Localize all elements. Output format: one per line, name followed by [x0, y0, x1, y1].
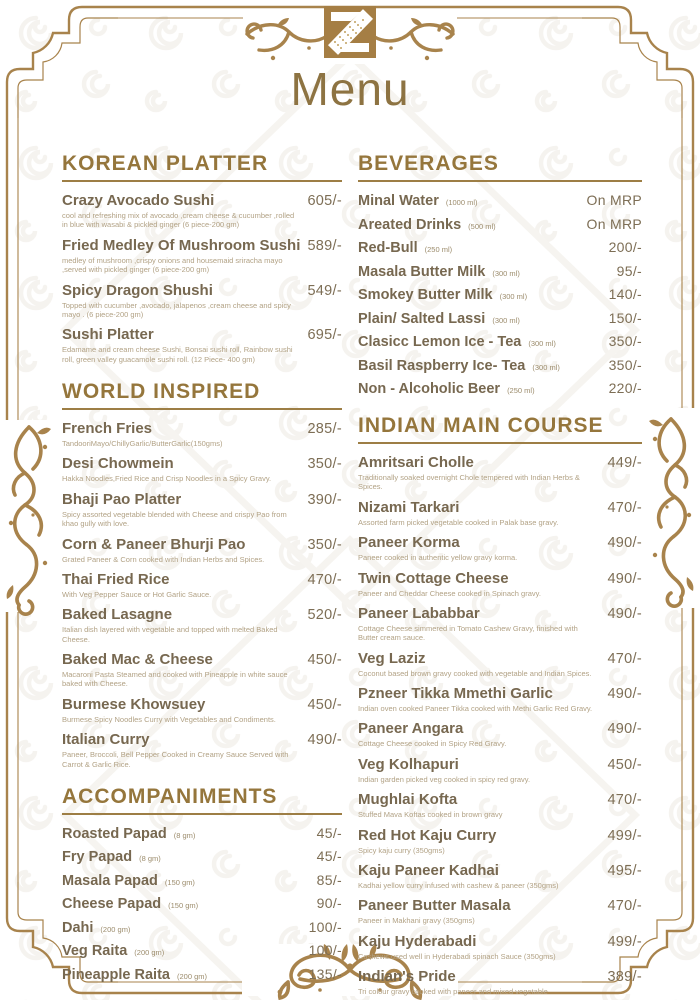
section-items — [62, 420, 342, 769]
menu-item — [358, 756, 642, 784]
menu-item — [62, 872, 342, 890]
item-name-wrap — [358, 897, 511, 915]
item-row — [358, 933, 642, 951]
item-name: Fried Medley Of Mushroom Sushi — [62, 236, 301, 254]
item-price: 450/- — [307, 652, 342, 668]
item-name: Amritsari Cholle — [358, 454, 474, 471]
item-name: Spicy Dragon Shushi — [62, 281, 213, 299]
menu-item — [358, 605, 642, 643]
item-price: 449/- — [607, 455, 642, 471]
item-price: 95/- — [616, 262, 642, 279]
menu-item — [62, 825, 342, 843]
menu-item — [358, 454, 642, 492]
item-name: Pineapple Raita — [62, 966, 170, 983]
item-name-wrap — [62, 606, 172, 624]
item-name: Plain/ Salted Lassi — [358, 310, 486, 327]
menu-section — [62, 380, 342, 769]
item-row — [62, 282, 342, 300]
item-name-wrap — [358, 192, 478, 210]
item-name: Minal Water — [358, 193, 439, 209]
item-name: Basil Raspberry Ice- Tea — [358, 357, 526, 374]
item-price: 470/- — [607, 792, 642, 809]
item-name: Paneer Angara — [358, 720, 464, 738]
item-name-wrap — [62, 825, 195, 843]
menu-item — [62, 326, 342, 364]
item-description: Topped with cucumber ,avocado, jalapenos ,cream cheese and spicy mayo . (6 piece-200 gm) — [62, 300, 291, 319]
menu-item — [62, 919, 342, 937]
menu-item — [62, 237, 342, 275]
z-monogram-logo — [324, 6, 376, 58]
item-qty: (200 gm) — [134, 948, 165, 958]
item-price: 200/- — [608, 239, 642, 255]
item-description: Cashews used well in Hyderabadi spinach Sauce (350gms) — [358, 951, 556, 961]
item-price: 45/- — [316, 824, 342, 841]
section-heading: KOREAN PLATTER — [62, 152, 342, 182]
menu-item — [62, 696, 342, 724]
item-price: 605/- — [307, 193, 342, 209]
menu-section — [358, 414, 642, 996]
menu-item — [62, 571, 342, 599]
item-qty: (300 ml) — [492, 315, 520, 325]
menu-item — [358, 791, 642, 819]
item-name: Smokey Butter Milk — [358, 287, 493, 303]
item-name-wrap — [358, 239, 452, 257]
item-name-wrap — [62, 696, 205, 714]
menu-item — [358, 570, 642, 598]
item-qty: (200 gm) — [176, 971, 207, 981]
item-price: 490/- — [607, 686, 642, 702]
menu-item — [62, 895, 342, 913]
item-row — [358, 499, 642, 517]
item-row — [358, 333, 642, 351]
item-qty: (300 ml) — [528, 339, 556, 348]
item-name-wrap — [62, 966, 207, 984]
item-name-wrap — [358, 286, 527, 304]
item-name: Paneer Butter Masala — [358, 897, 511, 915]
item-name: Burmese Khowsuey — [62, 695, 206, 713]
item-name: Indian's Pride — [358, 968, 456, 985]
item-price: 490/- — [607, 535, 642, 552]
item-name: Pzneer Tikka Mmethi Garlic — [358, 685, 553, 702]
menu-item — [62, 848, 342, 866]
menu-item — [358, 720, 642, 748]
item-name-wrap — [358, 650, 426, 668]
item-row — [62, 731, 342, 749]
section-items — [62, 192, 342, 364]
item-row — [62, 942, 342, 960]
item-description: Traditionally soaked overnight Chole tempered with Indian Herbs & Spices. — [358, 473, 580, 492]
section-heading: INDIAN MAIN COURSE — [358, 414, 642, 444]
item-description: Indian oven cooked Paneer Tikka cooked with Methi Garlic Red Gravy. — [358, 704, 593, 713]
item-name: Mughlai Kofta — [358, 791, 458, 809]
item-row — [358, 862, 642, 880]
item-row — [358, 380, 642, 398]
menu-item — [62, 455, 342, 483]
menu-item — [62, 606, 342, 644]
item-price: 285/- — [307, 421, 342, 437]
item-name-wrap — [358, 216, 496, 234]
menu-item — [358, 216, 642, 234]
item-description: Grated Paneer & Corn cooked with Indian Herbs and Spices. — [62, 554, 265, 564]
item-row — [358, 357, 642, 375]
item-row — [358, 263, 642, 281]
item-description: With Veg Pepper Sauce or Hot Garlic Sauce. — [62, 589, 212, 599]
item-row — [62, 848, 342, 866]
menu-item — [358, 827, 642, 855]
item-name-wrap — [358, 968, 456, 986]
item-name: Nizami Tarkari — [358, 498, 460, 516]
menu-item — [358, 968, 642, 996]
item-description: Hakka Noodles,Fried Rice and Crisp Noodles in a Spicy Gravy. — [62, 474, 272, 484]
item-name: Baked Lasagne — [62, 606, 173, 624]
item-name: Veg Kolhapuri — [358, 755, 459, 773]
item-name-wrap — [62, 895, 198, 913]
item-row — [62, 919, 342, 937]
item-row — [358, 791, 642, 809]
item-description: Spicy assorted vegetable blended with Cheese and crispy Pao from khao gully with love. — [62, 509, 287, 529]
menu-item — [358, 685, 642, 713]
item-name-wrap — [62, 282, 213, 300]
menu-item — [358, 192, 642, 210]
item-description: Assorted farm picked vegetable cooked in Palak base gravy. — [358, 517, 559, 527]
item-description: Italian dish layered with vegetable and topped with melted Baked Cheese. — [62, 625, 278, 644]
item-name: Baked Mac & Cheese — [62, 651, 213, 668]
item-name: Bhaji Pao Platter — [62, 490, 182, 508]
item-name-wrap — [62, 192, 214, 210]
item-row — [62, 326, 342, 344]
item-name: Fry Papad — [62, 849, 133, 866]
item-description: Stuffed Mava Koftas cooked in brown gravy — [358, 810, 503, 820]
item-price: 100/- — [308, 918, 342, 935]
item-description: Paneer cooked in authentic yellow gravy korma. — [358, 553, 518, 563]
item-price: 695/- — [307, 327, 342, 344]
item-description: Tri colour gravy cooked with paneer and mixed vegetable — [358, 987, 548, 996]
item-name-wrap — [358, 827, 496, 845]
item-name-wrap — [358, 263, 520, 281]
item-qty: (300 ml) — [532, 362, 560, 372]
item-row — [358, 310, 642, 328]
item-row — [358, 685, 642, 703]
item-price: On MRP — [586, 215, 642, 232]
item-row — [358, 570, 642, 588]
item-description: Kadhai yellow curry infused with cashew & paneer (350gms) — [358, 880, 559, 890]
item-price: 140/- — [608, 286, 642, 302]
item-description: Indian garden picked veg cooked in spicy red gravy. — [358, 774, 531, 784]
menu-item — [358, 357, 642, 375]
item-price: 490/- — [607, 605, 642, 622]
item-qty: (1000 ml) — [445, 198, 478, 207]
item-description: Cottage Cheese cooked in Spicy Red Gravy. — [358, 739, 507, 749]
item-name: Paneer Lababbar — [358, 604, 480, 622]
item-row — [358, 286, 642, 304]
item-description: Coconut based brown gravy cooked with vegetable and Indian Spices. — [358, 668, 592, 678]
section-items — [358, 454, 642, 996]
item-row — [62, 455, 342, 473]
item-description: Paneer in Makhani gravy (350gms) — [358, 916, 475, 926]
item-row — [62, 420, 342, 438]
menu-item — [358, 310, 642, 328]
item-row — [358, 454, 642, 472]
item-price: 350/- — [307, 536, 342, 553]
item-row — [62, 966, 342, 984]
menu-item — [358, 239, 642, 257]
menu-item — [358, 499, 642, 527]
item-qty: (250 ml) — [507, 386, 535, 395]
item-price: 490/- — [607, 570, 642, 587]
item-name-wrap — [358, 357, 560, 375]
item-price: 350/- — [608, 356, 642, 373]
right-column — [358, 152, 642, 1000]
item-name: Paneer Korma — [358, 534, 460, 552]
menu-item — [358, 263, 642, 281]
item-description: Edamame and cream cheese Sushi, Bonsai sushi roll, Rainbow sushi roll, green valley guacamole sushi roll. (12 Piece- 400 gm) — [62, 345, 293, 364]
item-price: 135/- — [308, 965, 342, 982]
item-name-wrap — [358, 605, 480, 623]
item-qty: (250 ml) — [424, 245, 453, 254]
item-price: 100/- — [308, 942, 342, 959]
item-row — [358, 756, 642, 774]
item-name-wrap — [358, 380, 535, 398]
item-name-wrap — [62, 571, 170, 589]
item-name: Roasted Papad — [62, 825, 167, 842]
item-qty: (300 ml) — [499, 292, 528, 301]
item-name-wrap — [62, 942, 164, 960]
item-description: Macaroni Pasta Steamed and cooked with Pineapple in white sauce baked with Cheese. — [62, 670, 288, 689]
item-row — [62, 651, 342, 669]
item-row — [358, 216, 642, 234]
item-qty: (150 gm) — [164, 877, 195, 887]
item-row — [62, 536, 342, 554]
item-qty: (200 gm) — [100, 924, 131, 934]
section-heading: BEVERAGES — [358, 152, 642, 182]
item-name: Kaju Paneer Kadhai — [358, 861, 499, 879]
item-price: 45/- — [316, 848, 342, 865]
item-row — [62, 192, 342, 210]
item-price: 90/- — [316, 895, 342, 912]
item-price: 499/- — [607, 933, 642, 950]
item-name-wrap — [358, 454, 474, 472]
item-name: Red-Bull — [358, 240, 418, 256]
item-name-wrap — [62, 491, 181, 509]
menu-item — [358, 862, 642, 890]
item-name-wrap — [358, 534, 460, 552]
item-name-wrap — [358, 333, 556, 351]
item-row — [358, 720, 642, 738]
item-price: 390/- — [307, 491, 342, 508]
item-row — [62, 825, 342, 843]
item-qty: (150 gm) — [168, 901, 199, 911]
menu-item — [358, 650, 642, 678]
menu-item — [62, 491, 342, 529]
item-name-wrap — [62, 455, 174, 473]
item-price: 450/- — [607, 756, 642, 773]
item-price: 85/- — [316, 871, 342, 888]
item-qty: (300 ml) — [492, 268, 520, 278]
menu-item — [62, 420, 342, 448]
item-row — [358, 650, 642, 668]
item-name: French Fries — [62, 420, 153, 437]
menu-section — [358, 152, 642, 398]
item-name-wrap — [62, 536, 245, 554]
item-description: Cottage Cheese simmered in Tomato Cashew Gravy, finished with Butter cream sauce. — [358, 623, 578, 643]
item-row — [62, 895, 342, 913]
item-row — [358, 897, 642, 915]
item-name-wrap — [358, 862, 499, 880]
menu-item — [358, 333, 642, 351]
item-name: Dahi — [62, 919, 94, 936]
menu-item — [358, 380, 642, 398]
menu-item — [358, 897, 642, 925]
item-price: 470/- — [607, 499, 642, 516]
item-price: 499/- — [607, 827, 642, 844]
item-name-wrap — [62, 420, 152, 438]
item-description: Burmese Spicy Noodles Curry with Vegetables and Condiments. — [62, 714, 276, 724]
menu-item — [358, 534, 642, 562]
item-name: Corn & Paneer Bhurji Pao — [62, 535, 246, 553]
item-price: 150/- — [608, 309, 642, 326]
item-name-wrap — [358, 685, 553, 703]
menu-item — [358, 933, 642, 961]
item-name: Veg Laziz — [358, 649, 426, 667]
item-description: cool and refreshing mix of avocado ,cream cheese & cucumber ,rolled in blue with wasabi & pickled ginger (6 piece-200 gm) — [62, 211, 295, 230]
item-name: Italian Curry — [62, 731, 150, 749]
section-items — [62, 825, 342, 984]
section-items — [358, 192, 642, 398]
item-price: 589/- — [307, 237, 342, 254]
menu-item — [62, 282, 342, 320]
item-name: Areated Drinks — [358, 216, 462, 233]
item-price: 495/- — [607, 862, 642, 879]
item-price: 490/- — [607, 721, 642, 738]
menu-item — [62, 192, 342, 230]
menu-item — [358, 286, 642, 304]
item-name: Desi Chowmein — [62, 455, 174, 473]
item-name-wrap — [358, 570, 509, 588]
item-price: 490/- — [307, 732, 342, 749]
item-price: 520/- — [307, 607, 342, 624]
item-row — [358, 605, 642, 623]
item-name: Red Hot Kaju Curry — [358, 826, 497, 844]
item-price: 549/- — [307, 282, 342, 299]
item-row — [62, 237, 342, 255]
item-row — [62, 606, 342, 624]
item-name: Masala Papad — [62, 872, 158, 889]
item-name-wrap — [62, 848, 161, 866]
item-price: 220/- — [608, 380, 642, 396]
item-name: Twin Cottage Cheese — [358, 569, 509, 587]
item-name: Clasicc Lemon Ice - Tea — [358, 334, 522, 350]
item-description: Spicy kaju curry (350gms) — [358, 845, 445, 855]
menu-section — [62, 152, 342, 364]
item-name: Kaju Hyderabadi — [358, 932, 477, 950]
item-name-wrap — [62, 872, 195, 890]
menu-item — [62, 536, 342, 564]
item-name: Cheese Papad — [62, 896, 162, 913]
item-row — [62, 491, 342, 509]
item-name: Thai Fried Rice — [62, 570, 170, 588]
item-name-wrap — [358, 720, 463, 738]
item-name-wrap — [62, 237, 300, 255]
item-name: Crazy Avocado Sushi — [62, 192, 215, 209]
item-qty: (8 gm) — [173, 830, 196, 840]
menu-item — [62, 942, 342, 960]
item-name: Veg Raita — [62, 943, 128, 960]
item-price: 350/- — [608, 333, 642, 349]
item-price: On MRP — [586, 192, 642, 208]
left-column — [62, 152, 342, 1000]
item-description: Paneer and Cheddar Cheese cooked in Spinach gravy. — [358, 588, 541, 598]
item-row — [358, 192, 642, 210]
section-heading: ACCOMPANIMENTS — [62, 785, 342, 815]
menu-section — [62, 785, 342, 984]
page-title: Menu — [290, 63, 410, 115]
item-row — [358, 827, 642, 845]
item-name-wrap — [62, 919, 130, 937]
item-row — [62, 571, 342, 589]
item-price: 350/- — [307, 456, 342, 473]
menu-item — [62, 651, 342, 689]
menu-item — [62, 966, 342, 984]
item-name-wrap — [358, 756, 459, 774]
item-name-wrap — [358, 499, 459, 517]
item-row — [358, 968, 642, 986]
item-price: 450/- — [307, 696, 342, 713]
item-row — [358, 534, 642, 552]
item-row — [358, 239, 642, 257]
item-qty: (500 ml) — [468, 221, 496, 231]
item-price: 470/- — [607, 650, 642, 667]
item-row — [62, 696, 342, 714]
item-name-wrap — [358, 791, 457, 809]
item-name-wrap — [358, 933, 476, 951]
section-heading: WORLD INSPIRED — [62, 380, 342, 410]
item-name-wrap — [62, 326, 154, 344]
item-name: Sushi Platter — [62, 326, 154, 344]
item-name-wrap — [358, 310, 520, 328]
item-row — [62, 872, 342, 890]
item-name: Non - Alcoholic Beer — [358, 381, 501, 397]
item-description: Paneer, Broccoli, Bell Pepper Cooked in Creamy Sauce Served with Carrot & Garlic Rice. — [62, 750, 289, 769]
menu-item — [62, 731, 342, 769]
item-name-wrap — [62, 731, 150, 749]
item-price: 389/- — [607, 969, 642, 985]
item-name-wrap — [62, 651, 213, 669]
item-qty: (8 gm) — [139, 854, 161, 864]
item-price: 470/- — [307, 571, 342, 588]
item-price: 470/- — [607, 898, 642, 915]
item-name: Masala Butter Milk — [358, 263, 486, 280]
item-description: TandooriMayo/ChillyGarlic/ButterGarlic(150gms) — [62, 439, 223, 448]
item-description: medley of mushroom ,crispy onions and housemaid sriracha mayo ,served with pickled ginger (6 piece-200 gm) — [62, 255, 283, 275]
